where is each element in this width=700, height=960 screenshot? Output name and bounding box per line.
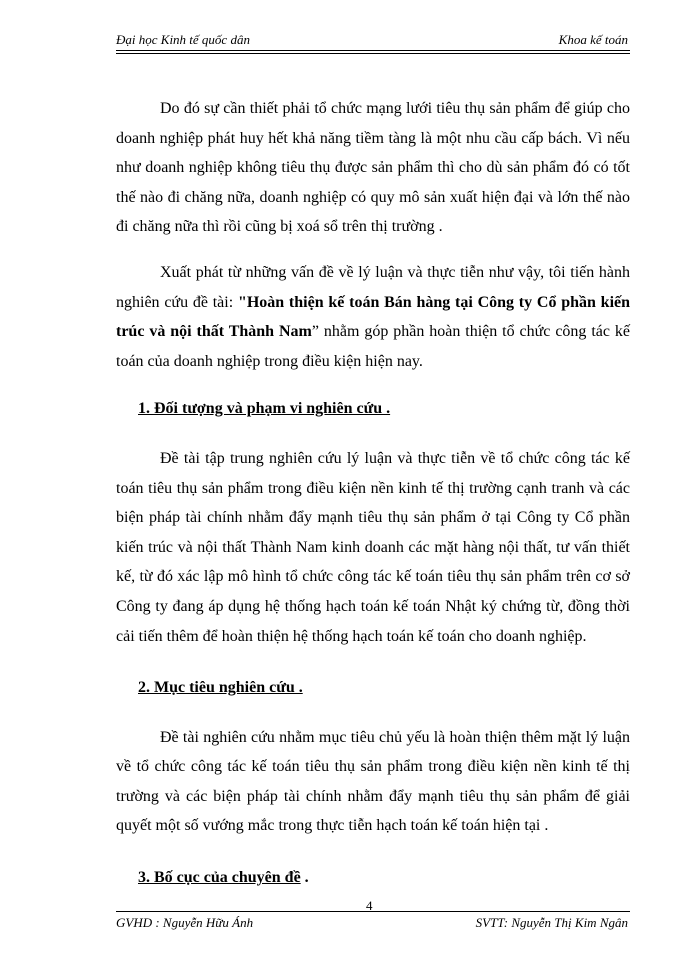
page-footer <box>116 915 628 935</box>
section-body-1: Đề tài tập trung nghiên cứu lý luận và thực tiễn về tổ chức công tác kế toán tiêu thụ sản phẩm trong điều kiện nền kinh tế thị trường cạnh tranh và các biện pháp tài chính nhằm đẩy mạnh tiêu thụ sản phẩm ở tại Công ty Cổ phần kiến trúc và nội thất Thành Nam kinh doanh các mặt hàng nội thất, tư vấn thiết kế, từ đó xác lập mô hình tổ chức công tác kế toán tiêu thụ sản phẩm trên cơ sở Công ty đang áp dụng hệ thống hạch toán kế toán Nhật ký chứng từ, đồng thời cải tiến thêm để hoàn thiện hệ thống hạch toán kế toán cho doanh nghiệp. <box>116 449 630 645</box>
section-heading-3-suffix: . <box>300 869 309 887</box>
topic-tail: ” nhằm góp phần hoàn thiện tổ chức công tác kế toán của doanh nghiệp trong điều kiện hiện nay. <box>116 323 631 370</box>
section-heading-2: 2. Mục tiêu nghiên cứu . <box>138 679 303 697</box>
paragraph-topic <box>116 258 630 376</box>
header-rule-2 <box>116 53 630 54</box>
page-header <box>116 30 628 50</box>
footer-supervisor: GVHD : Nguyễn Hữu Ánh <box>116 915 254 930</box>
section-heading-1: 1. Đối tượng và phạm vi nghiên cứu . <box>138 400 391 418</box>
footer-student: SVTT: Nguyễn Thị Kim Ngân <box>475 915 628 930</box>
section-heading-3-text: 3. Bố cục của chuyên đề <box>138 869 301 887</box>
section-body-2: Đề tài nghiên cứu nhằm mục tiêu chủ yếu là hoàn thiện thêm mặt lý luận về tổ chức công tác kế toán tiêu thụ sản phẩm trong điều kiện nền kinh tế thị trường và các biện pháp tài chính nhằm đẩy mạnh tiêu thụ sản phẩm để giải quyết một số vướng mắc trong thực tiễn hạch toán kế toán hiện tại . <box>116 728 630 835</box>
header-faculty: Khoa kế toán <box>558 32 628 47</box>
document-body <box>116 94 630 893</box>
topic-title: "Hoàn thiện kế toán Bán hàng tại Công ty Cổ phần kiến trúc và nội thất Thành Nam <box>116 293 631 341</box>
header-rule <box>116 50 630 51</box>
header-university: Đại học Kinh tế quốc dân <box>116 32 250 47</box>
page-number: 4 <box>366 898 373 913</box>
paragraph-intro: Do đó sự cần thiết phải tổ chức mạng lưới tiêu thụ sản phẩm để giúp cho doanh nghiệp phát huy hết khả năng tiềm tàng là một nhu cầu cấp bách. Vì nếu như doanh nghiệp không tiêu thụ được sản phẩm thì cho dù sản phẩm đó có tốt thế nào đi chăng nữa, doanh nghiệp có quy mô sản xuất hiện đại và lớn thế nào đi chăng nữa thì rồi cũng bị xoá sổ trên thị trường . <box>116 100 630 236</box>
section-heading-3 <box>116 863 630 893</box>
topic-lead-in: Xuất phát từ những vấn đề về lý luận và thực tiễn như vậy, tôi tiến hành nghiên cứu đề tài: <box>116 263 630 311</box>
footer-rule <box>116 911 630 912</box>
